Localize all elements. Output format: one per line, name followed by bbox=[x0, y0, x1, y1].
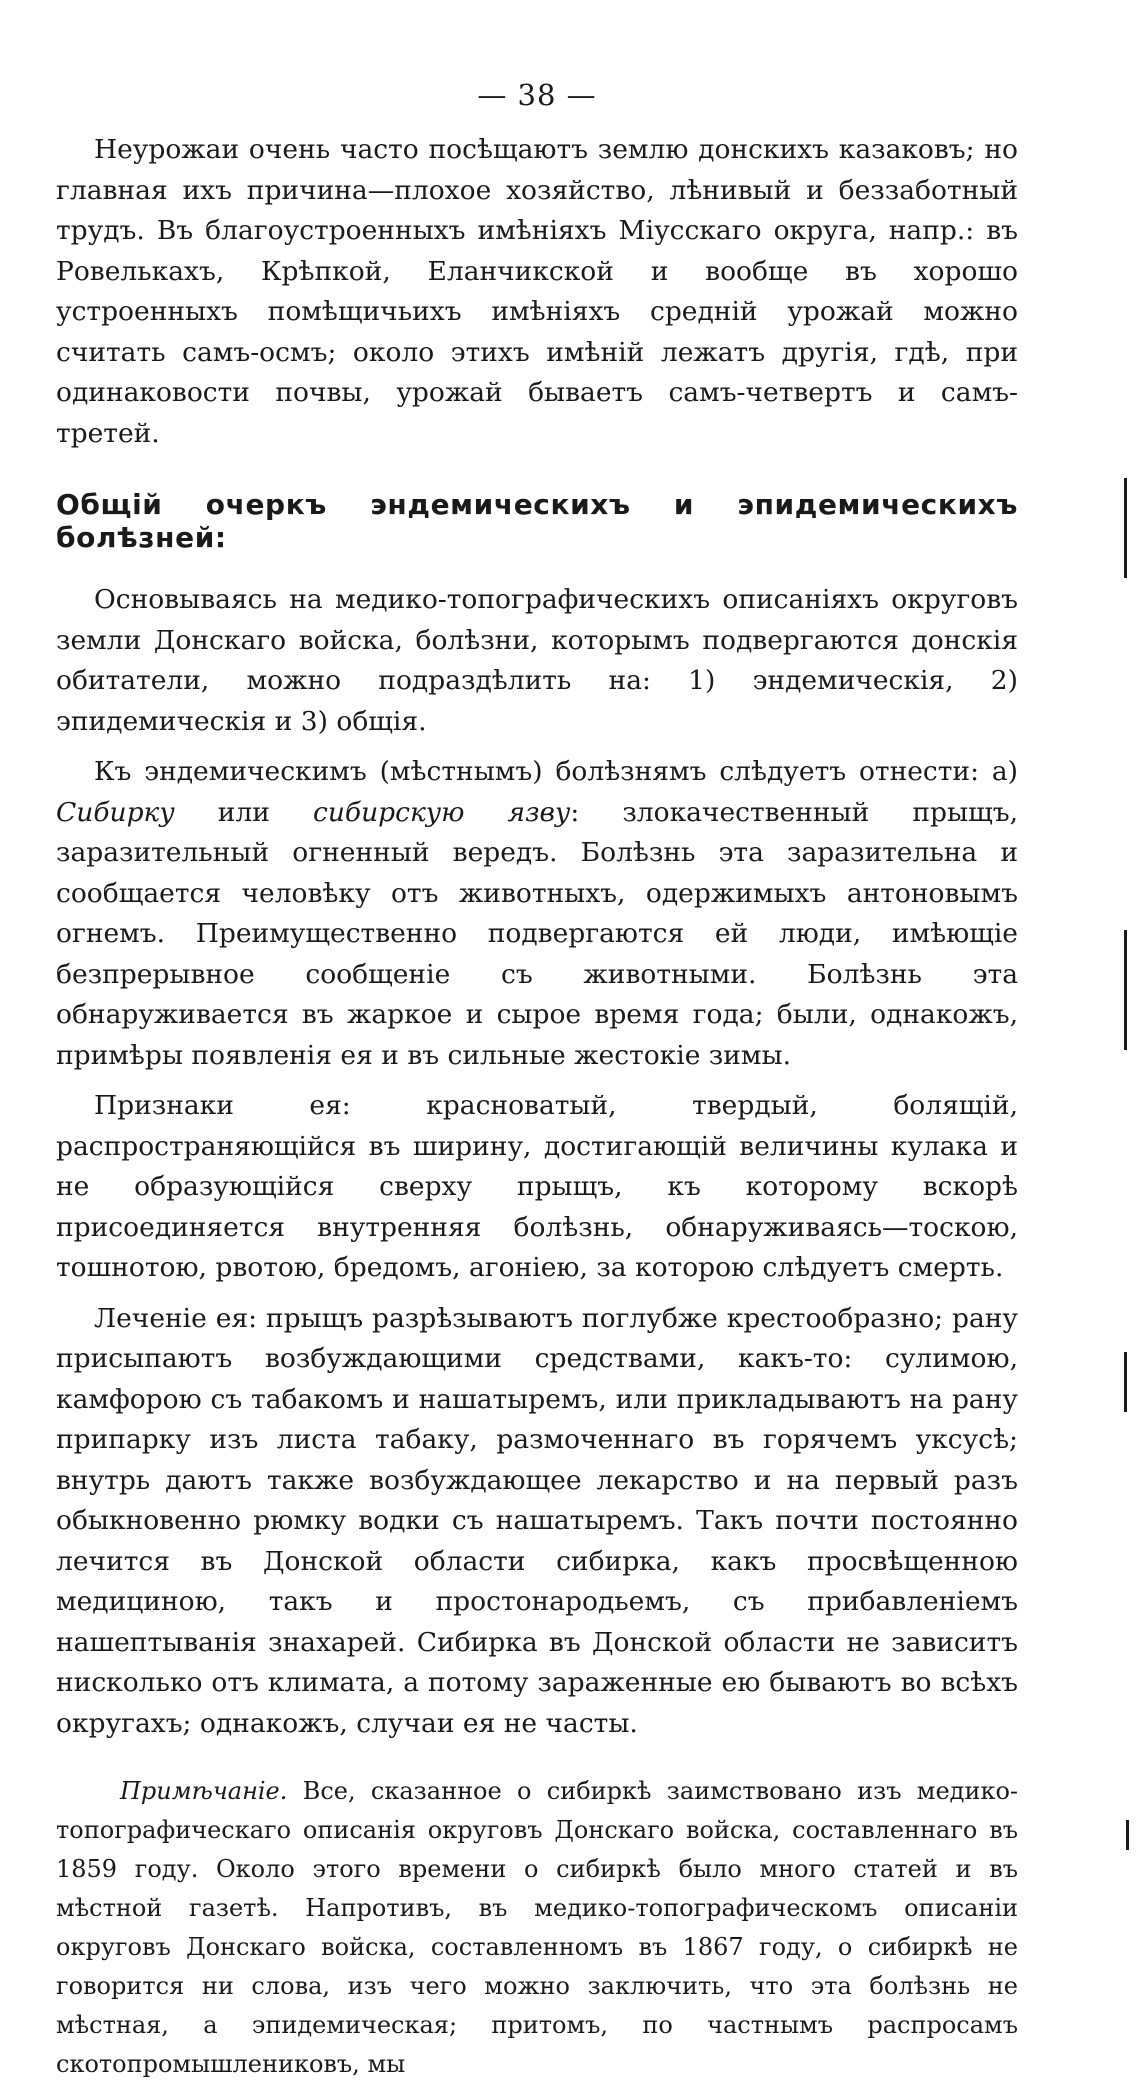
section-heading: Общій очеркъ эндемическихъ и эпидемическихъ болѣзней: bbox=[56, 488, 1018, 554]
page-body bbox=[56, 78, 1018, 2084]
scan-edge-mark bbox=[1124, 930, 1127, 1050]
intro-paragraph: Неурожаи очень часто посѣщаютъ землю донскихъ казаковъ; но главная ихъ причина—плохое хозяйство, лѣнивый и беззаботный трудъ. Въ благоустроенныхъ имѣніяхъ Міусскаго округа, напр.: въ Ровелькахъ, Крѣпкой, Еланчикской и вообще въ хорошо устроенныхъ помѣщичьихъ имѣніяхъ средній урожай можно считать самъ-осмъ; около этихъ имѣній лежатъ другія, гдѣ, при одинаковости почвы, урожай бываетъ самъ-четвертъ и самъ-третей. bbox=[56, 134, 1018, 449]
p2-end: : злокачественный прыщъ, заразительный огненный вередъ. Болѣзнь эта заразительна и сообщается человѣку отъ животныхъ, одержимыхъ антоновымъ огнемъ. Преимущественно подвергаются ей люди, имѣющіе безпрерывное сообщеніе съ животными. Болѣзнь эта обнаруживается въ жаркое и сырое время года; были, однакожъ, примѣры появленія ея и въ сильные жестокіе зимы. bbox=[56, 796, 1018, 1071]
p2-mid: или bbox=[174, 796, 314, 828]
page-number: — 38 — bbox=[477, 78, 597, 112]
p2-term-sibirka: Сибирку bbox=[56, 796, 175, 828]
scan-edge-mark bbox=[1126, 1820, 1129, 1850]
scan-edge-mark bbox=[1124, 1352, 1127, 1412]
paragraph-classification: Основываясь на медико-топографическихъ описаніяхъ округовъ земли Донскаго войска, болѣзни, которымъ подвергаются донскія обитатели, можно подраздѣлить на: 1) эндемическія, 2) эпидемическія и 3) общія. bbox=[56, 584, 1018, 737]
paragraph-siberian-ulcer bbox=[56, 752, 1018, 1076]
scan-edge-mark bbox=[1124, 478, 1127, 578]
paragraph-treatment: Леченіе ея: прыщъ разрѣзываютъ поглубже крестообразно; рану присыпаютъ возбуждающими средствами, какъ-то: сулимою, камфорою съ табакомъ и нашатыремъ, или прикладываютъ на рану припарку изъ листа табаку, размоченнаго въ горячемъ уксусѣ; внутрь даютъ также возбуждающее лекарство и на первый разъ обыкновенно рюмку водки съ нашатыремъ. Такъ почти постоянно лечится въ Донской области сибирка, какъ просвѣщенною медициною, такъ и простонародьемъ, съ прибавленіемъ нашептыванія знахарей. Сибирка въ Донской области не зависитъ нисколько отъ климата, а потому зараженные ею бываютъ во всѣхъ округахъ; однакожъ, случаи ея не часты. bbox=[56, 1302, 1018, 1739]
note-text: Все, сказанное о сибиркѣ заимствовано изъ медико-топографическаго описанія округовъ Донскаго войска, составленнаго въ 1859 году. Около этого времени о сибиркѣ было много статей и въ мѣстной газетѣ. Напротивъ, въ медико-топографическомъ описаніи округовъ Донскаго войска, составленномъ въ 1867 году, о сибиркѣ не говорится ни слова, изъ чего можно заключить, что эта болѣзнь не мѣстная, а эпидемическая; притомъ, по частнымъ распросамъ скотопромышлениковъ, мы bbox=[56, 1777, 1018, 2078]
note-label: Примѣчаніе. bbox=[120, 1777, 288, 1805]
footnote-remark bbox=[56, 1772, 1018, 2084]
p2-start: Къ эндемическимъ (мѣстнымъ) болѣзнямъ слѣдуетъ отнести: а) bbox=[94, 756, 1018, 787]
paragraph-symptoms: Признаки ея: красноватый, твердый, болящій, распространяющійся въ ширину, достигающій величины кулака и не образующійся сверху прыщъ, къ которому вскорѣ присоединяется внутренняя болѣзнь, обнаруживаясь—тоскою, тошнотою, рвотою, бредомъ, агоніею, за которою слѣдуетъ смерть. bbox=[56, 1090, 1018, 1283]
p2-term-yazva: сибирскую язву bbox=[313, 796, 571, 828]
